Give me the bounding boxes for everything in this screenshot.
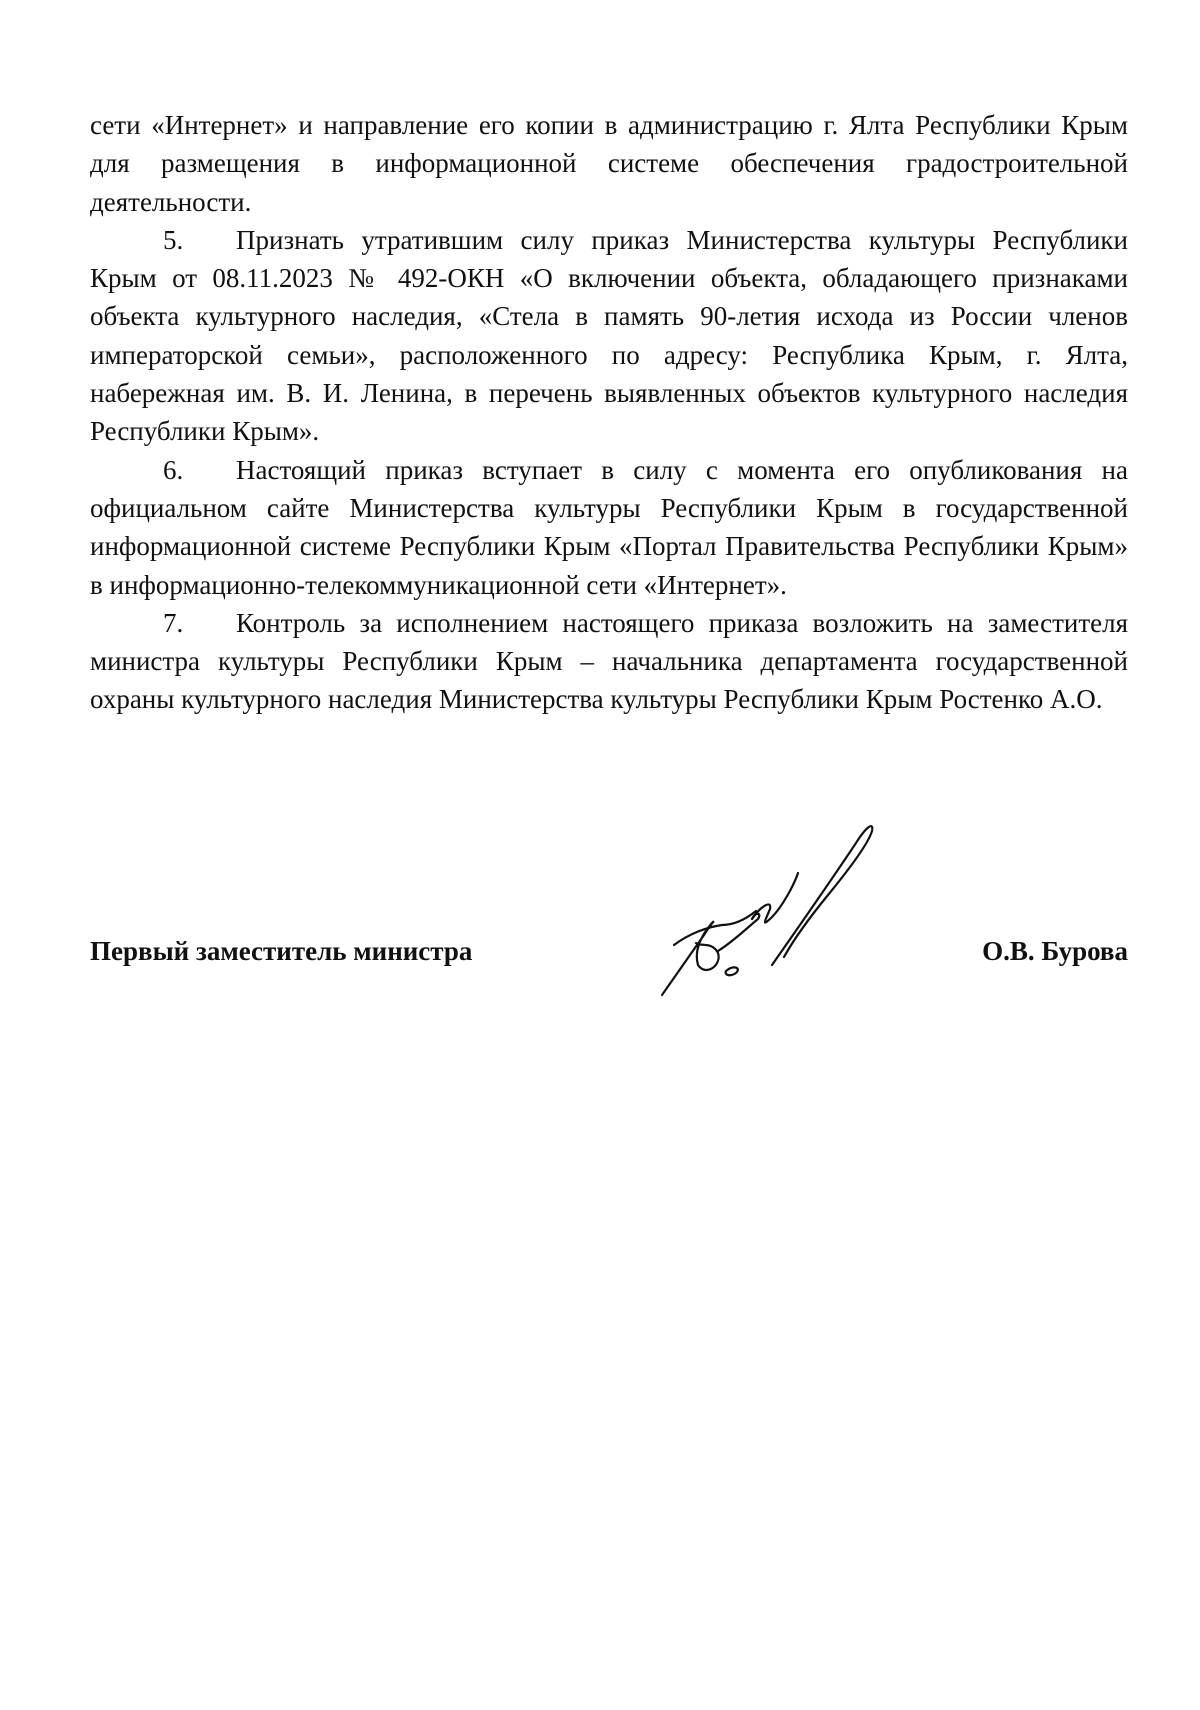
paragraph-item-6: [90, 451, 1128, 604]
signatory-title: Первый заместитель министра: [90, 936, 473, 966]
item-number: 6.: [163, 454, 184, 485]
item-number: 7.: [163, 607, 184, 638]
item-text: Настоящий приказ вступает в силу с момента его опубликования на официальном сайте Министерства культуры Республики Крым в государственной информационной системе Республики Крым «Портал Правительства Республики Крым» в информационно-телекоммуникационной сети «Интернет».: [90, 454, 1128, 600]
item-text: Контроль за исполнением настоящего приказа возложить на заместителя министра культуры Республики Крым – начальника департамента государственной охраны культурного наследия Министерства культуры Республики Крым Ростенко А.О.: [90, 607, 1128, 715]
document-body: [90, 106, 1128, 719]
item-text: Признать утратившим силу приказ Министерства культуры Республики Крым от 08.11.2023 № 492-ОКН «О включении объекта, обладающего признаками объекта культурного наследия, «Стела в память 90-летия исхода из России членов императорской семьи», расположенного по адресу: Республика Крым, г. Ялта, набережная им. В. И. Ленина, в перечень выявленных объектов культурного наследия Республики Крым».: [90, 224, 1128, 447]
item-number: 5.: [163, 224, 184, 255]
paragraph-continuation: сети «Интернет» и направление его копии в администрацию г. Ялта Республики Крым для размещения в информационной системе обеспечения градостроительной деятельности.: [90, 110, 1128, 217]
paragraph-item-5: [90, 221, 1128, 451]
signature-block: [90, 936, 1128, 996]
signatory-name: О.В. Бурова: [982, 936, 1128, 966]
paragraph-item-7: [90, 604, 1128, 719]
